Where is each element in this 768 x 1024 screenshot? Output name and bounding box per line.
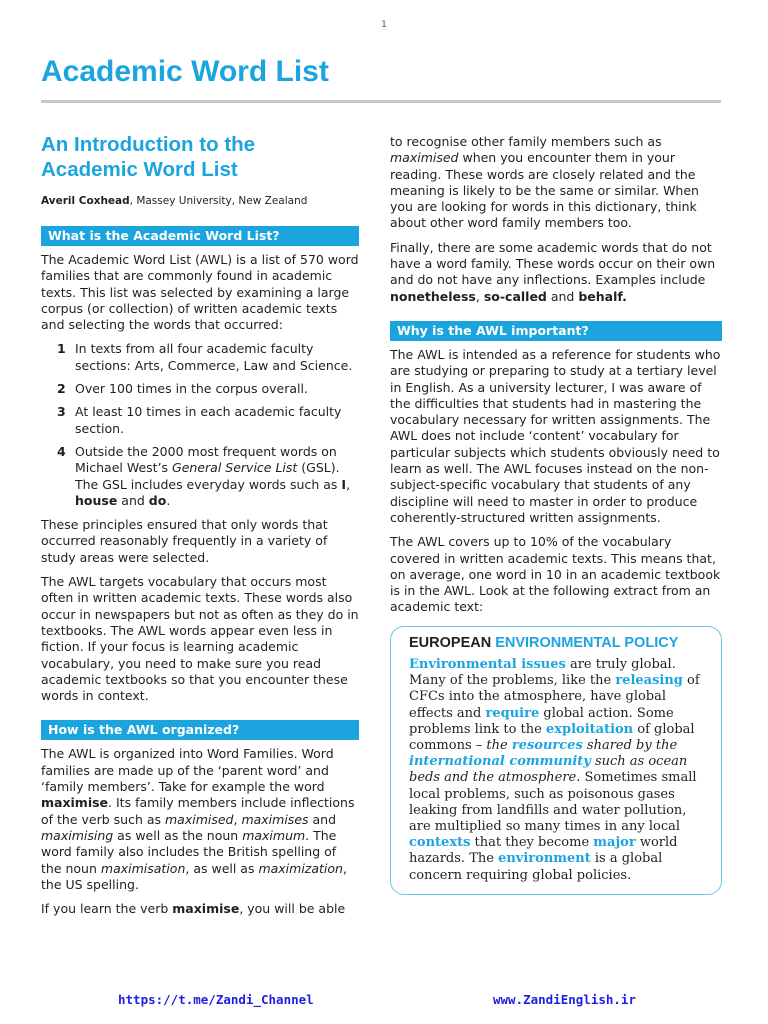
telegram-channel-link[interactable]: https://t.me/Zandi_Channel [118,992,314,1007]
list-item-text: Over 100 times in the corpus overall. [75,381,308,397]
how-paragraph-1: The AWL is organized into Word Families. Word families are made up of the ‘parent word’ and ‘family members’. Take for example the word maximise. Its family members include inflections of the verb such as maximised, maximises and maximising as well as the noun maximum. The word family also includes the British spelling of the noun maximisation, as well as maximization, the US spelling. [41,746,355,892]
left-column [41,132,359,925]
list-item-text: In texts from all four academic faculty sections: Arts, Commerce, Law and Science. [75,341,353,373]
title-divider [41,100,721,103]
list-item [49,404,359,437]
intro-heading-line1: An Introduction to the [41,133,256,156]
extract-box [390,626,722,895]
page-number: 1 [381,20,387,30]
section-heading-what: What is the Academic Word List? [41,226,359,246]
list-item [49,381,359,397]
list-item-text: Outside the 2000 most frequent words on Michael West’s General Service List (GSL). The GSL includes everyday words such as I, house and do. [75,443,351,508]
right-paragraph-2: Finally, there are some academic words that do not have a word family. These words occur on their own and do not have any inflections. Examples include nonetheless, so-called and behalf. [390,239,716,304]
how-paragraph-2: If you learn the verb maximise, you will be able [41,901,346,917]
criteria-list [41,341,359,509]
list-item-number: 3 [57,404,66,420]
list-item-number: 1 [57,341,66,357]
intro-heading-line2: Academic Word List [41,158,238,181]
right-column [390,134,722,895]
list-item-text: At least 10 times in each academic faculty section. [75,404,342,436]
list-item [49,341,359,374]
section-heading-why: Why is the AWL important? [390,321,722,341]
section-heading-how: How is the AWL organized? [41,720,359,740]
list-item-number: 2 [57,381,66,397]
what-paragraph-1: The Academic Word List (AWL) is a list of 570 word families that are commonly found in academic texts. This list was selected by examining a large corpus (or collection) of written academic texts and selecting the words that occurred: [41,252,359,333]
right-paragraph-1: to recognise other family members such as maximised when you encounter them in your reading. These words are closely related and the meaning is likely to be the same or similar. When you are looking for words in this dictionary, think about other word family members too. [390,134,699,231]
author-line [41,194,359,208]
what-paragraph-2: These principles ensured that only words that occurred reasonably frequently in a variety of study areas were selected. [41,517,328,565]
what-paragraph-3: The AWL targets vocabulary that occurs most often in written academic texts. These words also occur in newspapers but not as often as they do in textbooks. The AWL words appear even less in fiction. If your focus is learning academic vocabulary, you need to make sure you read academic textbooks so that you encounter these words in context. [41,574,359,704]
author-name: Averil Coxhead [41,195,130,207]
list-item-number: 4 [57,443,66,459]
why-paragraph-2: The AWL covers up to 10% of the vocabulary covered in written academic texts. This means that, on average, one word in 10 in an academic textbook is in the AWL. Look at the following extract from an academic text: [390,534,721,615]
author-affiliation: , Massey University, New Zealand [129,195,308,207]
extract-text: Environmental issues are truly global. Many of the problems, like the releasing of CFCs into the atmosphere, have global effects and require global action. Some problems link to the exploitation of global commons – the resources shared by the international community such as ocean beds and the atmosphere. Sometimes small local problems, such as poisonous gases leaking from landfills and water pollution, are multiplied so many times in any local contexts that they become major world hazards. The environment is a global concern requiring global policies. [409,656,700,883]
list-item [49,444,359,509]
page-title: Academic Word List [41,55,329,88]
why-paragraph-1: The AWL is intended as a reference for students who are studying or preparing to study at a tertiary level in English. As a university lecturer, I was aware of the difficulties that students had in mastering the vocabulary necessary for written assignments. The AWL does not include ‘content’ vocabulary for particular subjects which students obviously need to learn as well. The AWL focuses instead on the non-subject-specific vocabulary that students of any discipline will need to master in order to produce coherently-structured written assignments. [390,346,721,525]
extract-title: EUROPEAN ENVIRONMENTAL POLICY [409,634,679,651]
website-link[interactable]: www.ZandiEnglish.ir [493,992,636,1007]
intro-heading [41,132,359,182]
